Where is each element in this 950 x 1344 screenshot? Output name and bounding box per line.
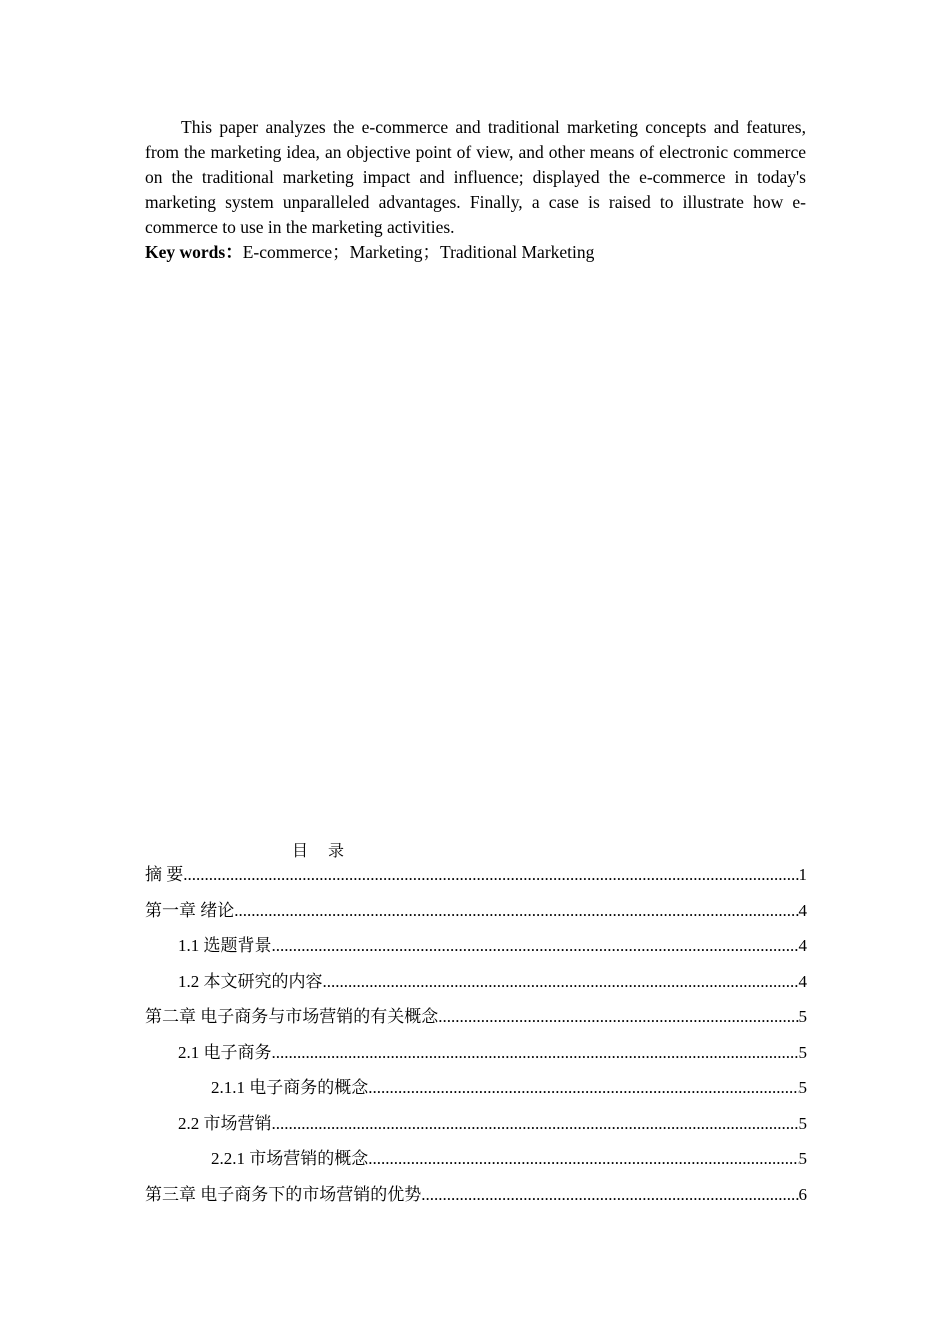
toc-entry-page: 5 [798, 1007, 807, 1026]
toc-entry-label: 2.2 市场营销 [178, 1113, 272, 1133]
toc-entry-label: 2.2.1 市场营销的概念 [211, 1149, 369, 1168]
toc-entry-page: 5 [798, 1042, 807, 1062]
keywords-label: Key words： [145, 242, 243, 262]
toc-entry-page: 4 [798, 900, 807, 920]
toc-leader-dots [438, 999, 798, 1035]
abstract-paragraph: This paper analyzes the e-commerce and traditional marketing concepts and features, from the marketing idea, an objective point of view, and other means of electronic commerce on the traditional marketing impact and influence; displayed the e-commerce in today's marketing system unparalleled advantages. Finally, a case is raised to illustrate how e-commerce to use in the marketing activities. [145, 117, 806, 237]
toc-leader-dots [272, 1035, 799, 1071]
toc-entry-page: 5 [798, 1149, 807, 1168]
toc-entry-label: 第一章 绪论 [145, 900, 235, 920]
toc-leader-dots [323, 964, 799, 1000]
toc-entry-page: 6 [798, 1184, 807, 1204]
toc-entry[interactable] [145, 1035, 807, 1071]
toc-entry-label: 2.1 电子商务 [178, 1042, 272, 1062]
keywords-line [145, 240, 806, 265]
toc-entry[interactable] [145, 893, 807, 929]
toc-leader-dots [183, 857, 798, 893]
toc-leader-dots [272, 1106, 799, 1142]
toc-leader-dots [272, 928, 799, 964]
toc-leader-dots [421, 1177, 798, 1213]
toc-entry[interactable] [145, 1070, 807, 1106]
toc-title: 目 录 [292, 843, 353, 860]
toc-entry[interactable] [145, 1106, 807, 1142]
toc-entry-page: 5 [798, 1078, 807, 1097]
toc-entry[interactable] [145, 1177, 807, 1213]
toc-entry-page: 5 [798, 1113, 807, 1133]
toc-entry-label: 2.1.1 电子商务的概念 [211, 1078, 369, 1097]
toc-entry-label: 第二章 电子商务与市场营销的有关概念 [145, 1007, 439, 1026]
toc-entry[interactable] [145, 1141, 807, 1177]
toc-entry-page: 4 [798, 971, 807, 991]
toc-entry-label: 1.2 本文研究的内容 [178, 971, 323, 991]
toc-entry-label: 摘 要 [145, 865, 184, 884]
toc-entry-label: 第三章 电子商务下的市场营销的优势 [145, 1184, 422, 1204]
toc-entry[interactable] [145, 999, 807, 1035]
keywords-text: E-commerce；Marketing；Traditional Marketing [242, 242, 595, 262]
toc-entry-label: 1.1 选题背景 [178, 936, 272, 955]
toc-leader-dots [234, 893, 798, 929]
table-of-contents [145, 857, 807, 1212]
toc-entry[interactable] [145, 857, 807, 893]
toc-entry-page: 1 [798, 865, 807, 884]
abstract-section [145, 115, 806, 265]
toc-entry-page: 4 [798, 936, 807, 955]
toc-leader-dots [368, 1141, 798, 1177]
toc-entry[interactable] [145, 964, 807, 1000]
toc-entry[interactable] [145, 928, 807, 964]
toc-leader-dots [368, 1070, 798, 1106]
